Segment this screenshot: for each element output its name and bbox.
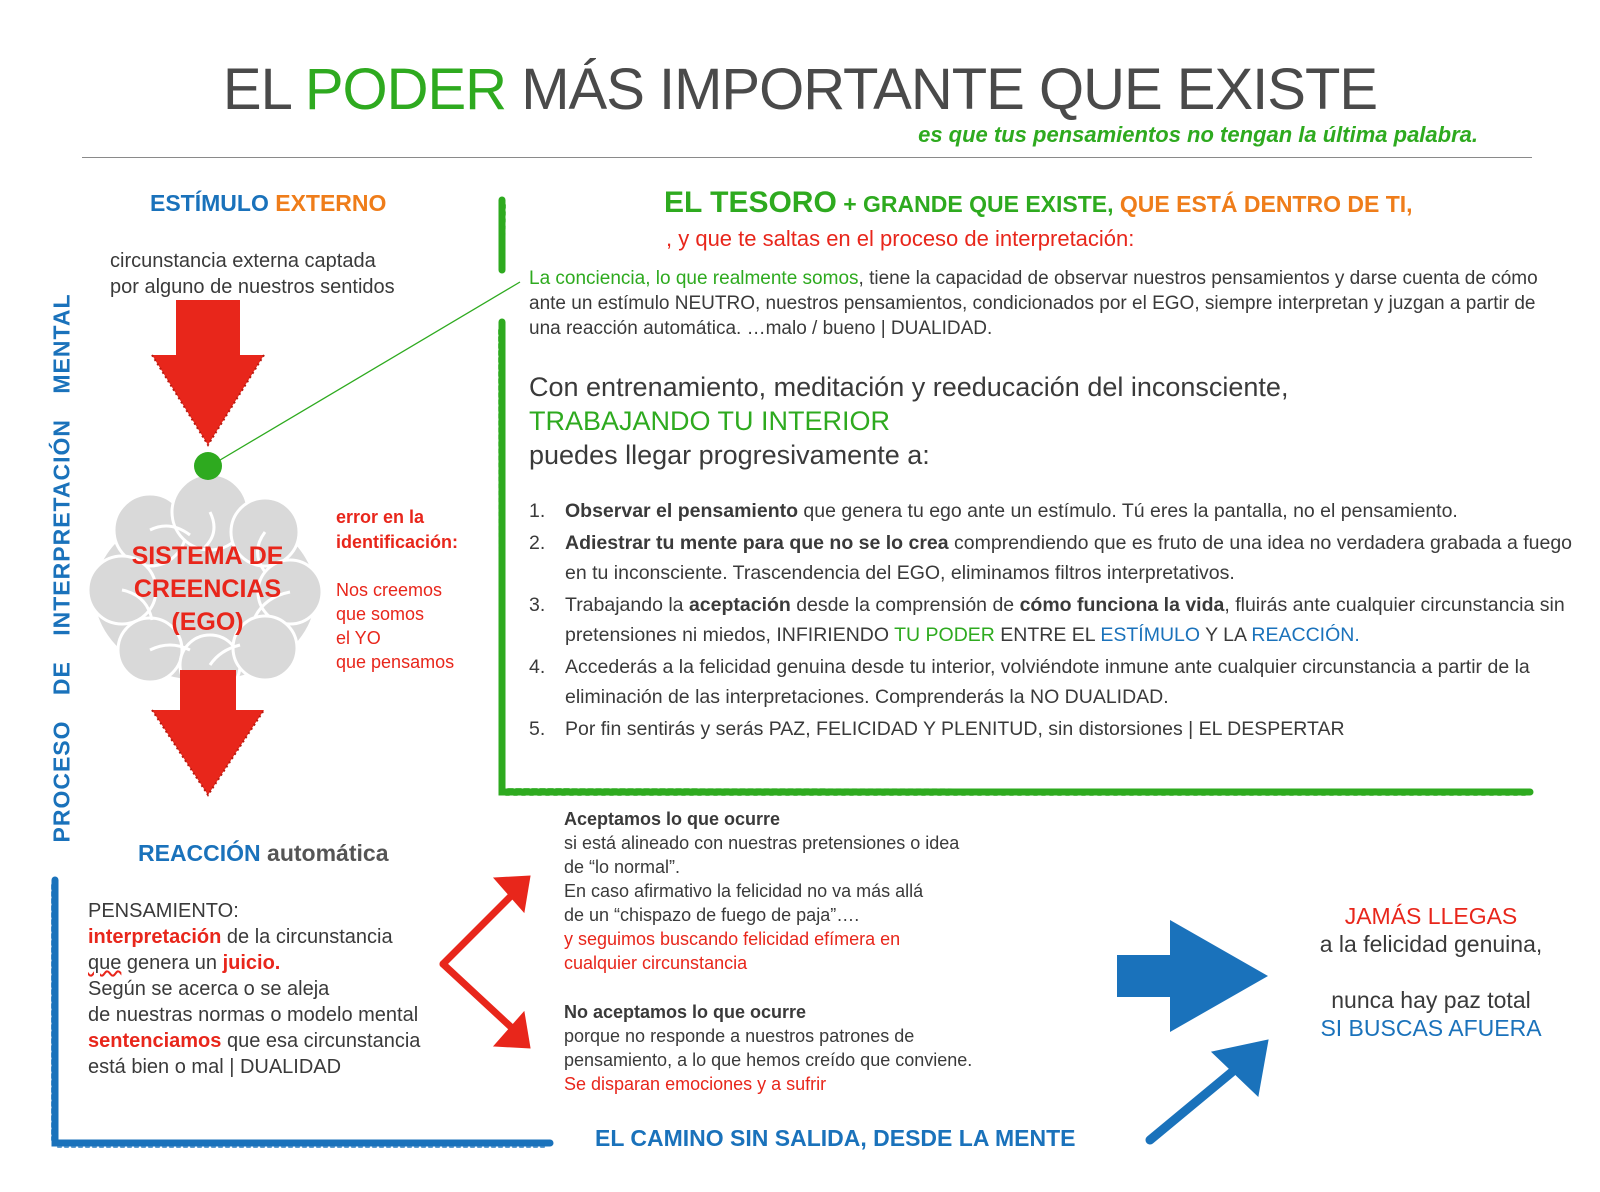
title-part-el: EL [222,57,305,122]
accept-line-6: cualquier circunstancia [564,953,748,973]
step-3-reaccion: REACCIÓN. [1251,624,1360,646]
training-line-1: Con entrenamiento, meditación y reeducación del inconsciente, [529,372,1289,402]
stimulus-heading-part1: ESTÍMULO [150,190,269,216]
step-3-text-a: Trabajando la [565,593,689,616]
accept-line-4: de un “chispazo de fuego de paja”…. [564,905,860,925]
noaccept-line-1: porque no responde a nuestros patrones de [564,1026,915,1046]
ego-label [100,540,315,639]
step-3 [529,590,1589,651]
stimulus-line-1: circunstancia externa captada [110,250,376,272]
step-number: 1. [529,500,546,522]
juicio-word: juicio. [222,952,281,974]
reaction-heading-part2: automática [260,840,389,866]
error-heading-1: error en la [336,507,425,527]
training-line-3: puedes llegar progresivamente a: [529,440,930,470]
accept-line-3: En caso afirmativo la felicidad no va más allá [564,881,924,901]
reaction-heading-part1: REACCIÓN [138,840,261,866]
ego-line-3: (EGO) [171,608,244,636]
side-label-proceso: PROCESO DE INTERPRETACIÓN MENTAL [48,293,75,843]
stimulus-heading [150,190,386,217]
step-3-text-g: ENTRE EL [994,624,1101,646]
stimulus-heading-part2: EXTERNO [268,190,387,216]
step-number: 2. [529,531,546,554]
jamas-spacer [1276,958,1586,986]
tesoro-subheading: , y que te saltas en el proceso de interpretación: [666,226,1135,251]
step-5 [529,714,1589,745]
step-5-text: Por fin sentirás y serás PAZ, FELICIDAD Y PLENITUD, sin distorsiones | EL DESPERTAR [565,717,1345,740]
noaccept-block [564,1000,1064,1096]
noaccept-line-2: pensamiento, a lo que hemos creído que conviene. [564,1050,973,1070]
step-2 [529,528,1589,589]
red-arrow-down-bottom [152,670,264,795]
pensamiento-line-5: de nuestras normas o modelo mental [88,1004,419,1026]
step-3-tu-poder: TU PODER [894,624,995,646]
error-heading [336,505,458,555]
title-part-rest: MÁS IMPORTANTE QUE EXISTE [506,57,1378,122]
training-line-2: TRABAJANDO TU INTERIOR [529,406,891,436]
noaccept-line-3: Se disparan emociones y a sufrir [564,1074,827,1094]
error-line-3: el YO [336,628,381,648]
error-heading-2: identificación: [336,532,459,552]
ego-line-2: CREENCIAS [133,575,282,603]
pensamiento-line-4: Según se acerca o se aleja [88,978,330,1000]
step-1-bold: Observar el pensamiento [565,500,799,522]
error-line-1: Nos creemos [336,580,443,600]
step-3-bold-d: cómo funciona la vida [1019,593,1225,616]
jamas-line-2: a la felicidad genuina, [1319,931,1543,957]
red-arrow-down-top [152,300,264,445]
step-2-bold: Adiestrar tu mente para que no se lo crea [565,531,949,554]
step-3-text-c: desde la comprensión de [790,593,1020,616]
pensamiento-line-1: PENSAMIENTO: [88,900,239,922]
pensamiento-line-2 [88,924,488,950]
title-part-poder: PODER [304,57,507,122]
interpretacion-word: interpretación [88,926,222,948]
step-3-text-e: , fluirás ante cualquier circunstancia sin pretensiones ni miedos, INFIRIENDO [565,593,1565,646]
error-description [336,578,454,674]
reaction-heading [138,840,389,867]
step-4-text: Accederás a la felicidad genuina desde tu interior, volviéndote inmune ante cualquier circunstancia a partir de la eliminación de las interpretaciones. Comprenderás la NO DUALIDAD. [565,655,1530,708]
stimulus-line-2: por alguno de nuestros sentidos [110,276,395,298]
pensamiento-line-2-rest: de la circunstancia [221,926,393,948]
tesoro-part-3: QUE ESTÁ DENTRO DE TI, [1113,191,1413,217]
ego-line-1: SISTEMA DE [131,542,284,570]
jamas-line-4: SI BUSCAS AFUERA [1320,1015,1542,1041]
jamas-line-1: JAMÁS LLEGAS [1344,903,1518,929]
step-2-text: comprendiendo que es fruto de una idea no verdadera grabada a fuego en tu inconsciente. Trascendencia del EGO, eliminamos filtros interpretativos. [565,531,1573,584]
accept-line-1: si está alineado con nuestras pretensiones o idea [564,833,960,853]
error-line-2: que somos [336,604,425,624]
page-subtitle: es que tus pensamientos no tengan la última palabra. [918,122,1478,147]
que-word: que [88,952,122,974]
step-number: 4. [529,655,546,678]
blue-arrow-diagonal-icon [1150,1040,1268,1140]
accept-line-2: de “lo normal”. [564,857,681,877]
conciencia-paragraph [529,266,1569,341]
page-title [0,56,1600,123]
step-3-bold-a: aceptación [688,593,791,616]
steps-list [529,496,1589,745]
step-1 [529,496,1589,527]
training-block [529,370,1288,472]
blue-arrow-right-icon [1117,920,1268,1032]
pensamiento-line-6 [88,1028,488,1054]
connector-line [210,282,520,466]
green-dot-icon [194,452,222,480]
accept-heading: Aceptamos lo que ocurre [564,809,781,829]
step-number: 3. [529,593,546,616]
step-3-estimulo: ESTÍMULO [1100,624,1201,646]
accept-block [564,807,1064,975]
pensamiento-line-7: está bien o mal | DUALIDAD [88,1056,342,1078]
pensamiento-line-3 [88,950,488,976]
sentenciamos-word: sentenciamos [88,1030,222,1052]
error-line-4: que pensamos [336,652,455,672]
conciencia-text: , tiene la capacidad de observar nuestros pensamientos y darse cuenta de cómo ante un estímulo NEUTRO, nuestros pensamientos, condicionados por el EGO, siempre interpretan y juzgan a partir de una reacción automática. …malo / bueno | DUALIDAD. [529,268,1538,339]
tesoro-part-2: + GRANDE QUE EXISTE, [836,191,1114,217]
stimulus-description [110,248,450,300]
tesoro-part-1: EL TESORO [664,186,837,219]
accept-line-5: y seguimos buscando felicidad efímera en [564,929,901,949]
conciencia-highlight: La conciencia, lo que realmente somos [529,268,859,289]
tesoro-heading [664,186,1413,220]
jamas-block [1276,902,1586,1042]
camino-heading: EL CAMINO SIN SALIDA, DESDE LA MENTE [595,1125,1076,1151]
title-divider [82,157,1532,158]
noaccept-heading: No aceptamos lo que ocurre [564,1002,807,1022]
pensamiento-line-3-mid: genera un [121,952,223,974]
step-number: 5. [529,717,546,740]
pensamiento-line-6-rest: que esa circunstancia [221,1030,421,1052]
step-1-text: que genera tu ego ante un estímulo. Tú eres la pantalla, no el pensamiento. [798,500,1458,522]
step-3-text-i: Y LA [1200,624,1252,646]
pensamiento-block [88,898,488,1080]
step-4 [529,652,1589,713]
jamas-line-3: nunca hay paz total [1331,987,1531,1013]
